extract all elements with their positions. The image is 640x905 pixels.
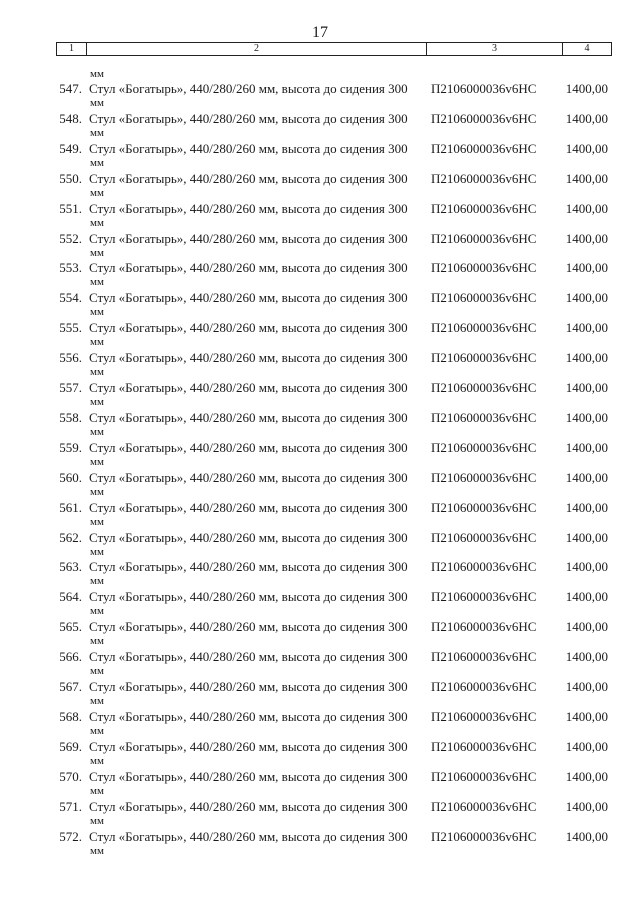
item-description: Стул «Богатырь», 440/280/260 мм, высота до сидения 300 <box>89 768 408 784</box>
item-price: 1400,00 <box>565 290 608 306</box>
page-number: 17 <box>312 24 328 41</box>
item-description: Стул «Богатырь», 440/280/260 мм, высота до сидения 300 <box>89 230 408 246</box>
table-row <box>0 487 640 528</box>
item-unit-continuation: мм <box>90 515 104 528</box>
item-description: Стул «Богатырь», 440/280/260 мм, высота до сидения 300 <box>89 110 408 126</box>
table-row <box>0 696 640 737</box>
item-price: 1400,00 <box>565 559 608 575</box>
item-price: 1400,00 <box>565 499 608 515</box>
item-description: Стул «Богатырь», 440/280/260 мм, высота до сидения 300 <box>89 679 408 694</box>
table-row <box>0 786 640 827</box>
item-description: Стул «Богатырь», 440/280/260 мм, высота до сидения 300 <box>89 649 408 665</box>
table-row <box>0 576 640 618</box>
item-price: 1400,00 <box>565 230 608 246</box>
item-description: Стул «Богатырь», 440/280/260 мм, высота до сидения 300 <box>89 409 408 425</box>
table-row <box>0 636 640 678</box>
row-number: 561. <box>59 499 82 515</box>
table-row <box>0 816 640 857</box>
item-code: П2106000036v6НС <box>431 499 537 515</box>
table-row <box>0 457 640 498</box>
item-code: П2106000036v6НС <box>431 828 537 844</box>
item-description: Стул «Богатырь», 440/280/260 мм, высота до сидения 300 <box>89 350 408 366</box>
item-unit-continuation: мм <box>90 575 104 588</box>
row-number: 570. <box>59 768 82 784</box>
table-row <box>0 367 640 408</box>
item-description: Стул «Богатырь», 440/280/260 мм, высота до сидения 300 <box>89 290 408 306</box>
item-price: 1400,00 <box>565 738 608 754</box>
item-price: 1400,00 <box>565 649 608 665</box>
item-description: Стул «Богатырь», 440/280/260 мм, высота до сидения 300 <box>89 708 408 724</box>
item-unit-continuation: мм <box>90 784 104 797</box>
row-number: 559. <box>59 439 82 455</box>
item-price: 1400,00 <box>565 828 608 844</box>
row-number: 565. <box>59 619 82 635</box>
row-number: 553. <box>59 260 82 276</box>
item-code: П2106000036v6НС <box>431 469 537 485</box>
item-unit-continuation: мм <box>90 605 104 618</box>
row-number: 566. <box>59 649 82 665</box>
table-row <box>0 427 640 468</box>
item-code: П2106000036v6НС <box>431 619 537 635</box>
item-unit-continuation: мм <box>90 306 104 319</box>
item-description: Стул «Богатырь», 440/280/260 мм, высота до сидения 300 <box>89 469 408 485</box>
item-code: П2106000036v6НС <box>431 559 537 575</box>
item-unit-continuation: мм <box>90 695 104 707</box>
column-header-2: 2 <box>86 43 426 55</box>
row-number: 563. <box>59 559 82 575</box>
item-unit-continuation: мм <box>90 156 104 169</box>
item-code: П2106000036v6НС <box>431 110 537 126</box>
item-price: 1400,00 <box>565 708 608 724</box>
table-row <box>0 546 640 588</box>
item-unit-continuation: мм <box>90 724 104 737</box>
item-code: П2106000036v6НС <box>431 589 537 605</box>
row-number: 571. <box>59 798 82 814</box>
row-number: 549. <box>59 140 82 156</box>
item-price: 1400,00 <box>565 110 608 126</box>
item-price: 1400,00 <box>565 469 608 485</box>
item-price: 1400,00 <box>565 679 608 694</box>
item-code: П2106000036v6НС <box>431 738 537 754</box>
item-unit-continuation: мм <box>90 336 104 349</box>
item-unit-continuation: мм <box>90 844 104 857</box>
table-row <box>0 277 640 319</box>
row-number: 569. <box>59 738 82 754</box>
item-description: Стул «Богатырь», 440/280/260 мм, высота до сидения 300 <box>89 81 408 96</box>
item-unit-continuation: мм <box>90 216 104 229</box>
item-code: П2106000036v6НС <box>431 350 537 366</box>
item-unit-continuation: мм <box>90 485 104 498</box>
item-unit-continuation: мм <box>90 126 104 139</box>
row-number: 558. <box>59 409 82 425</box>
item-description: Стул «Богатырь», 440/280/260 мм, высота до сидения 300 <box>89 140 408 156</box>
item-code: П2106000036v6НС <box>431 290 537 306</box>
item-price: 1400,00 <box>565 589 608 605</box>
row-number: 556. <box>59 350 82 366</box>
item-code: П2106000036v6НС <box>431 768 537 784</box>
item-description: Стул «Богатырь», 440/280/260 мм, высота до сидения 300 <box>89 798 408 814</box>
item-description: Стул «Богатырь», 440/280/260 мм, высота до сидения 300 <box>89 200 408 216</box>
table-row <box>0 337 640 379</box>
item-price: 1400,00 <box>565 170 608 186</box>
item-description: Стул «Богатырь», 440/280/260 мм, высота до сидения 300 <box>89 828 408 844</box>
item-code: П2106000036v6НС <box>431 679 537 694</box>
row-number: 562. <box>59 529 82 545</box>
item-unit-continuation: мм <box>90 814 104 827</box>
column-header-row <box>56 42 612 56</box>
item-description: Стул «Богатырь», 440/280/260 мм, высота до сидения 300 <box>89 589 408 605</box>
item-description: Стул «Богатырь», 440/280/260 мм, высота до сидения 300 <box>89 320 408 336</box>
item-description: Стул «Богатырь», 440/280/260 мм, высота до сидения 300 <box>89 439 408 455</box>
item-price: 1400,00 <box>565 350 608 366</box>
item-unit-continuation: мм <box>90 754 104 767</box>
table-row <box>0 307 640 349</box>
row-number: 548. <box>59 110 82 126</box>
table-row <box>0 726 640 767</box>
table-row <box>0 756 640 797</box>
row-number: 555. <box>59 320 82 336</box>
item-unit-continuation: мм <box>90 97 104 109</box>
item-unit-continuation: мм <box>90 665 104 678</box>
row-number: 550. <box>59 170 82 186</box>
item-description: Стул «Богатырь», 440/280/260 мм, высота до сидения 300 <box>89 559 408 575</box>
table-row <box>0 666 640 707</box>
table-row <box>0 247 640 289</box>
item-code: П2106000036v6НС <box>431 649 537 665</box>
item-unit-continuation: мм <box>90 425 104 438</box>
item-price: 1400,00 <box>565 200 608 216</box>
item-code: П2106000036v6НС <box>431 260 537 276</box>
item-code: П2106000036v6НС <box>431 798 537 814</box>
row-number: 560. <box>59 469 82 485</box>
item-code: П2106000036v6НС <box>431 230 537 246</box>
item-description: Стул «Богатырь», 440/280/260 мм, высота до сидения 300 <box>89 619 408 635</box>
continued-unit-text: мм <box>90 68 104 80</box>
item-price: 1400,00 <box>565 439 608 455</box>
item-price: 1400,00 <box>565 380 608 395</box>
item-description: Стул «Богатырь», 440/280/260 мм, высота до сидения 300 <box>89 738 408 754</box>
row-number: 572. <box>59 828 82 844</box>
column-header-1: 1 <box>56 43 86 55</box>
item-code: П2106000036v6НС <box>431 170 537 186</box>
item-unit-continuation: мм <box>90 366 104 379</box>
item-price: 1400,00 <box>565 768 608 784</box>
item-price: 1400,00 <box>565 140 608 156</box>
item-description: Стул «Богатырь», 440/280/260 мм, высота до сидения 300 <box>89 529 408 545</box>
row-number: 547. <box>59 81 82 96</box>
item-price: 1400,00 <box>565 320 608 336</box>
item-unit-continuation: мм <box>90 545 104 558</box>
table-row <box>0 606 640 648</box>
column-header-3: 3 <box>426 43 562 55</box>
table-row <box>0 218 640 259</box>
table-row <box>0 517 640 558</box>
table-row <box>0 158 640 199</box>
item-code: П2106000036v6НС <box>431 439 537 455</box>
row-number: 557. <box>59 380 82 395</box>
item-description: Стул «Богатырь», 440/280/260 мм, высота до сидения 300 <box>89 170 408 186</box>
row-number: 552. <box>59 230 82 246</box>
item-unit-continuation: мм <box>90 186 104 199</box>
item-price: 1400,00 <box>565 409 608 425</box>
column-header-4: 4 <box>562 43 612 55</box>
item-description: Стул «Богатырь», 440/280/260 мм, высота до сидения 300 <box>89 499 408 515</box>
item-unit-continuation: мм <box>90 455 104 468</box>
row-number: 564. <box>59 589 82 605</box>
row-number: 554. <box>59 290 82 306</box>
item-unit-continuation: мм <box>90 246 104 259</box>
item-code: П2106000036v6НС <box>431 529 537 545</box>
table-row <box>0 188 640 229</box>
item-code: П2106000036v6НС <box>431 140 537 156</box>
table-row <box>0 98 640 139</box>
table-row <box>0 397 640 438</box>
row-number: 568. <box>59 708 82 724</box>
item-code: П2106000036v6НС <box>431 81 537 96</box>
item-description: Стул «Богатырь», 440/280/260 мм, высота до сидения 300 <box>89 260 408 276</box>
item-description: Стул «Богатырь», 440/280/260 мм, высота до сидения 300 <box>89 380 408 395</box>
item-code: П2106000036v6НС <box>431 380 537 395</box>
row-number: 551. <box>59 200 82 216</box>
item-unit-continuation: мм <box>90 276 104 289</box>
item-price: 1400,00 <box>565 529 608 545</box>
item-unit-continuation: мм <box>90 635 104 648</box>
table-row <box>0 128 640 169</box>
item-code: П2106000036v6НС <box>431 200 537 216</box>
item-code: П2106000036v6НС <box>431 409 537 425</box>
row-number: 567. <box>59 679 82 694</box>
item-price: 1400,00 <box>565 260 608 276</box>
item-price: 1400,00 <box>565 81 608 96</box>
table-row <box>0 68 640 109</box>
item-price: 1400,00 <box>565 619 608 635</box>
item-unit-continuation: мм <box>90 396 104 408</box>
item-code: П2106000036v6НС <box>431 708 537 724</box>
item-code: П2106000036v6НС <box>431 320 537 336</box>
item-price: 1400,00 <box>565 798 608 814</box>
